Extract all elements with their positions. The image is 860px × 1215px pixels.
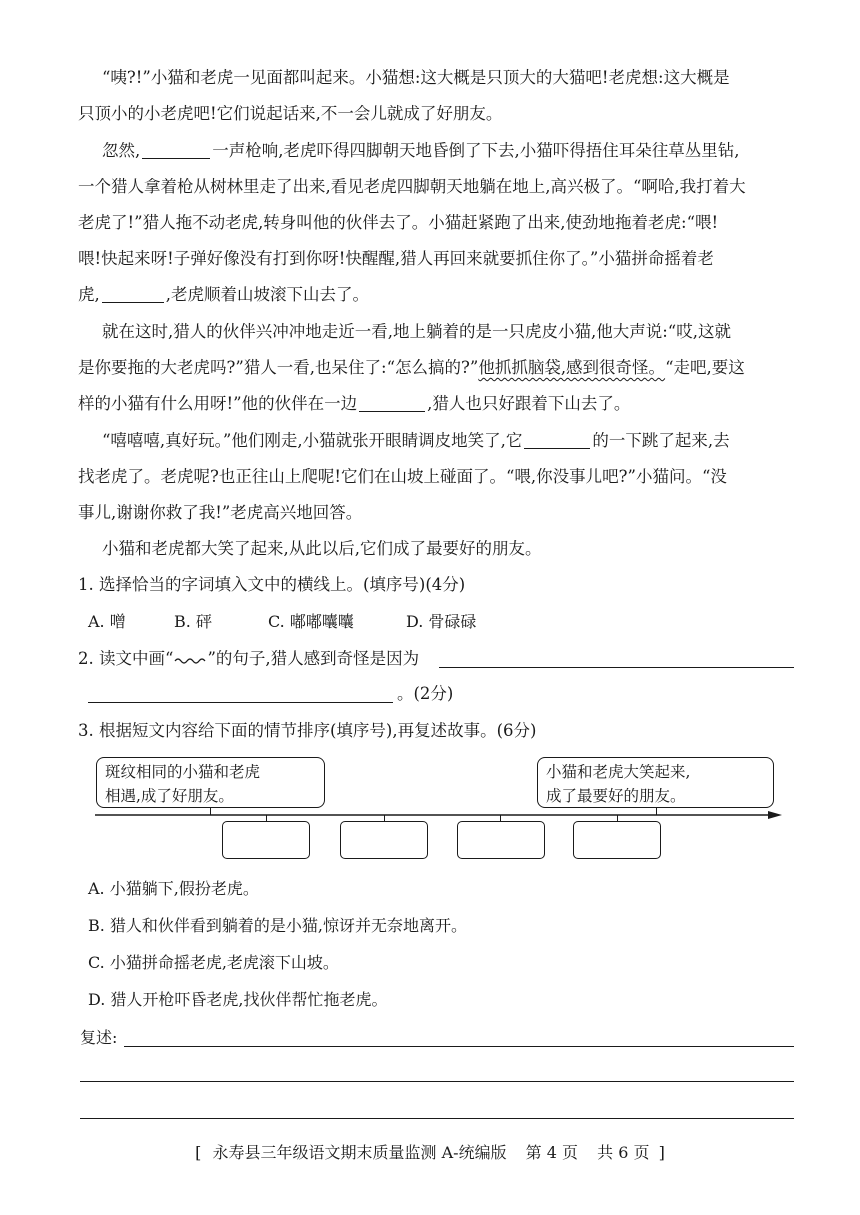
bubble-line: 成了最要好的朋友。 <box>546 787 686 805</box>
story-line: 老虎了!”猎人拖不动老虎,转身叫他的伙伴去了。小猫赶紧跑了出来,使劲地拖着老虎:“喂! <box>78 213 719 232</box>
question-2: 2. 读文中画“ ”的句子,猎人感到奇怪是因为 <box>78 649 420 668</box>
option-b: B. 砰 <box>174 612 212 631</box>
story-line: “咦?!”小猫和老虎一见面都叫起来。小猫想:这大概是只顶大的大猫吧!老虎想:这大概是 <box>102 68 730 87</box>
story-paragraph-3 <box>78 314 794 422</box>
retell-line[interactable] <box>80 1118 794 1119</box>
retell-line[interactable] <box>124 1046 794 1047</box>
fill-blank-1[interactable] <box>142 140 210 159</box>
story-line: “嘻嘻嘻,真好玩。”他们刚走,小猫就张开眼睛调皮地笑了,它 的一下跳了起来,去 <box>102 431 730 450</box>
order-box-3[interactable] <box>457 821 545 859</box>
story-line: 事儿,谢谢你救了我!”老虎高兴地回答。 <box>78 503 363 522</box>
order-box-2[interactable] <box>340 821 428 859</box>
option-a: A. 噌 <box>88 612 126 631</box>
order-box-1[interactable] <box>222 821 310 859</box>
story-paragraph-5 <box>78 531 794 567</box>
story-line: 找老虎了。老虎呢?也正往山上爬呢!它们在山坡上碰面了。“喂,你没事儿吧?”小猫问。“没 <box>78 467 727 486</box>
wavy-line-icon <box>173 654 207 666</box>
event-c: C. 小猫拼命摇老虎,老虎滚下山坡。 <box>88 953 339 972</box>
event-a: A. 小猫躺下,假扮老虎。 <box>88 879 259 898</box>
answer-line[interactable] <box>439 667 794 668</box>
question-3: 3. 根据短文内容给下面的情节排序(填序号),再复述故事。(6分) <box>78 721 537 740</box>
wavy-underlined-sentence: 他抓抓脑袋,感到很奇怪。 <box>478 358 666 377</box>
story-paragraph-2 <box>78 133 794 313</box>
end-event-bubble <box>537 757 774 808</box>
start-event-bubble <box>96 757 325 808</box>
story-line: 喂!快起来呀!子弹好像没有打到你呀!快醒醒,猎人再回来就要抓住你了。”小猫拼命摇着老 <box>78 249 714 268</box>
event-d: D. 猎人开枪吓昏老虎,找伙伴帮忙拖老虎。 <box>88 990 388 1009</box>
story-line: 样的小猫有什么用呀!”他的伙伴在一边 ,猎人也只好跟着下山去了。 <box>78 394 631 413</box>
option-d: D. 骨碌碌 <box>406 612 477 631</box>
story-line: 一个猎人拿着枪从树林里走了出来,看见老虎四脚朝天地躺在地上,高兴极了。“啊哈,我打着大 <box>78 177 746 196</box>
footer-title: 永寿县三年级语文期末质量监测 A-统编版 <box>212 1143 507 1162</box>
story-line: 忽然, 一声枪响,老虎吓得四脚朝天地昏倒了下去,小猫吓得捂住耳朵往草丛里钻, <box>102 141 740 160</box>
story-line: 虎, ,老虎顺着山坡滚下山去了。 <box>78 285 369 304</box>
footer-bracket: [ <box>195 1143 202 1162</box>
question-1-options <box>88 608 476 636</box>
event-b: B. 猎人和伙伴看到躺着的是小猫,惊讶并无奈地离开。 <box>88 916 468 935</box>
story-line: 只顶小的小老虎吧!它们说起话来,不一会儿就成了好朋友。 <box>78 104 503 123</box>
question-1: 1. 选择恰当的字词填入文中的横线上。(填序号)(4分) <box>78 575 466 594</box>
story-line: 就在这时,猎人的伙伴兴冲冲地走近一看,地上躺着的是一只虎皮小猫,他大声说:“哎,这就 <box>102 322 731 341</box>
retell-label: 复述: <box>80 1028 118 1047</box>
timeline-tick <box>656 807 657 815</box>
page-footer <box>0 1140 860 1166</box>
answer-line[interactable] <box>88 702 393 703</box>
story-paragraph-1 <box>78 60 794 132</box>
fill-blank-4[interactable] <box>524 430 590 449</box>
story-line: 是你要拖的大老虎吗?”猎人一看,也呆住了:“怎么搞的?”他抓抓脑袋,感到很奇怪。“走吧,要这 <box>78 358 745 377</box>
option-c: C. 嘟嘟囔囔 <box>268 612 354 631</box>
bubble-line: 小猫和老虎大笑起来, <box>546 763 691 781</box>
footer-total-pages: 共 6 页 <box>597 1143 650 1162</box>
footer-bracket: ] <box>658 1143 665 1162</box>
story-paragraph-4 <box>78 423 794 531</box>
fill-blank-3[interactable] <box>359 393 425 412</box>
timeline-tick <box>210 807 211 815</box>
footer-page-number: 第 4 页 <box>525 1143 579 1162</box>
bubble-line: 斑纹相同的小猫和老虎 <box>105 763 261 781</box>
question-2-points: 。(2分) <box>397 684 454 703</box>
story-line: 小猫和老虎都大笑了起来,从此以后,它们成了最要好的朋友。 <box>102 539 542 558</box>
order-box-4[interactable] <box>573 821 661 859</box>
retell-line[interactable] <box>80 1081 794 1082</box>
bubble-line: 相遇,成了好朋友。 <box>105 787 234 805</box>
fill-blank-2[interactable] <box>102 284 164 303</box>
